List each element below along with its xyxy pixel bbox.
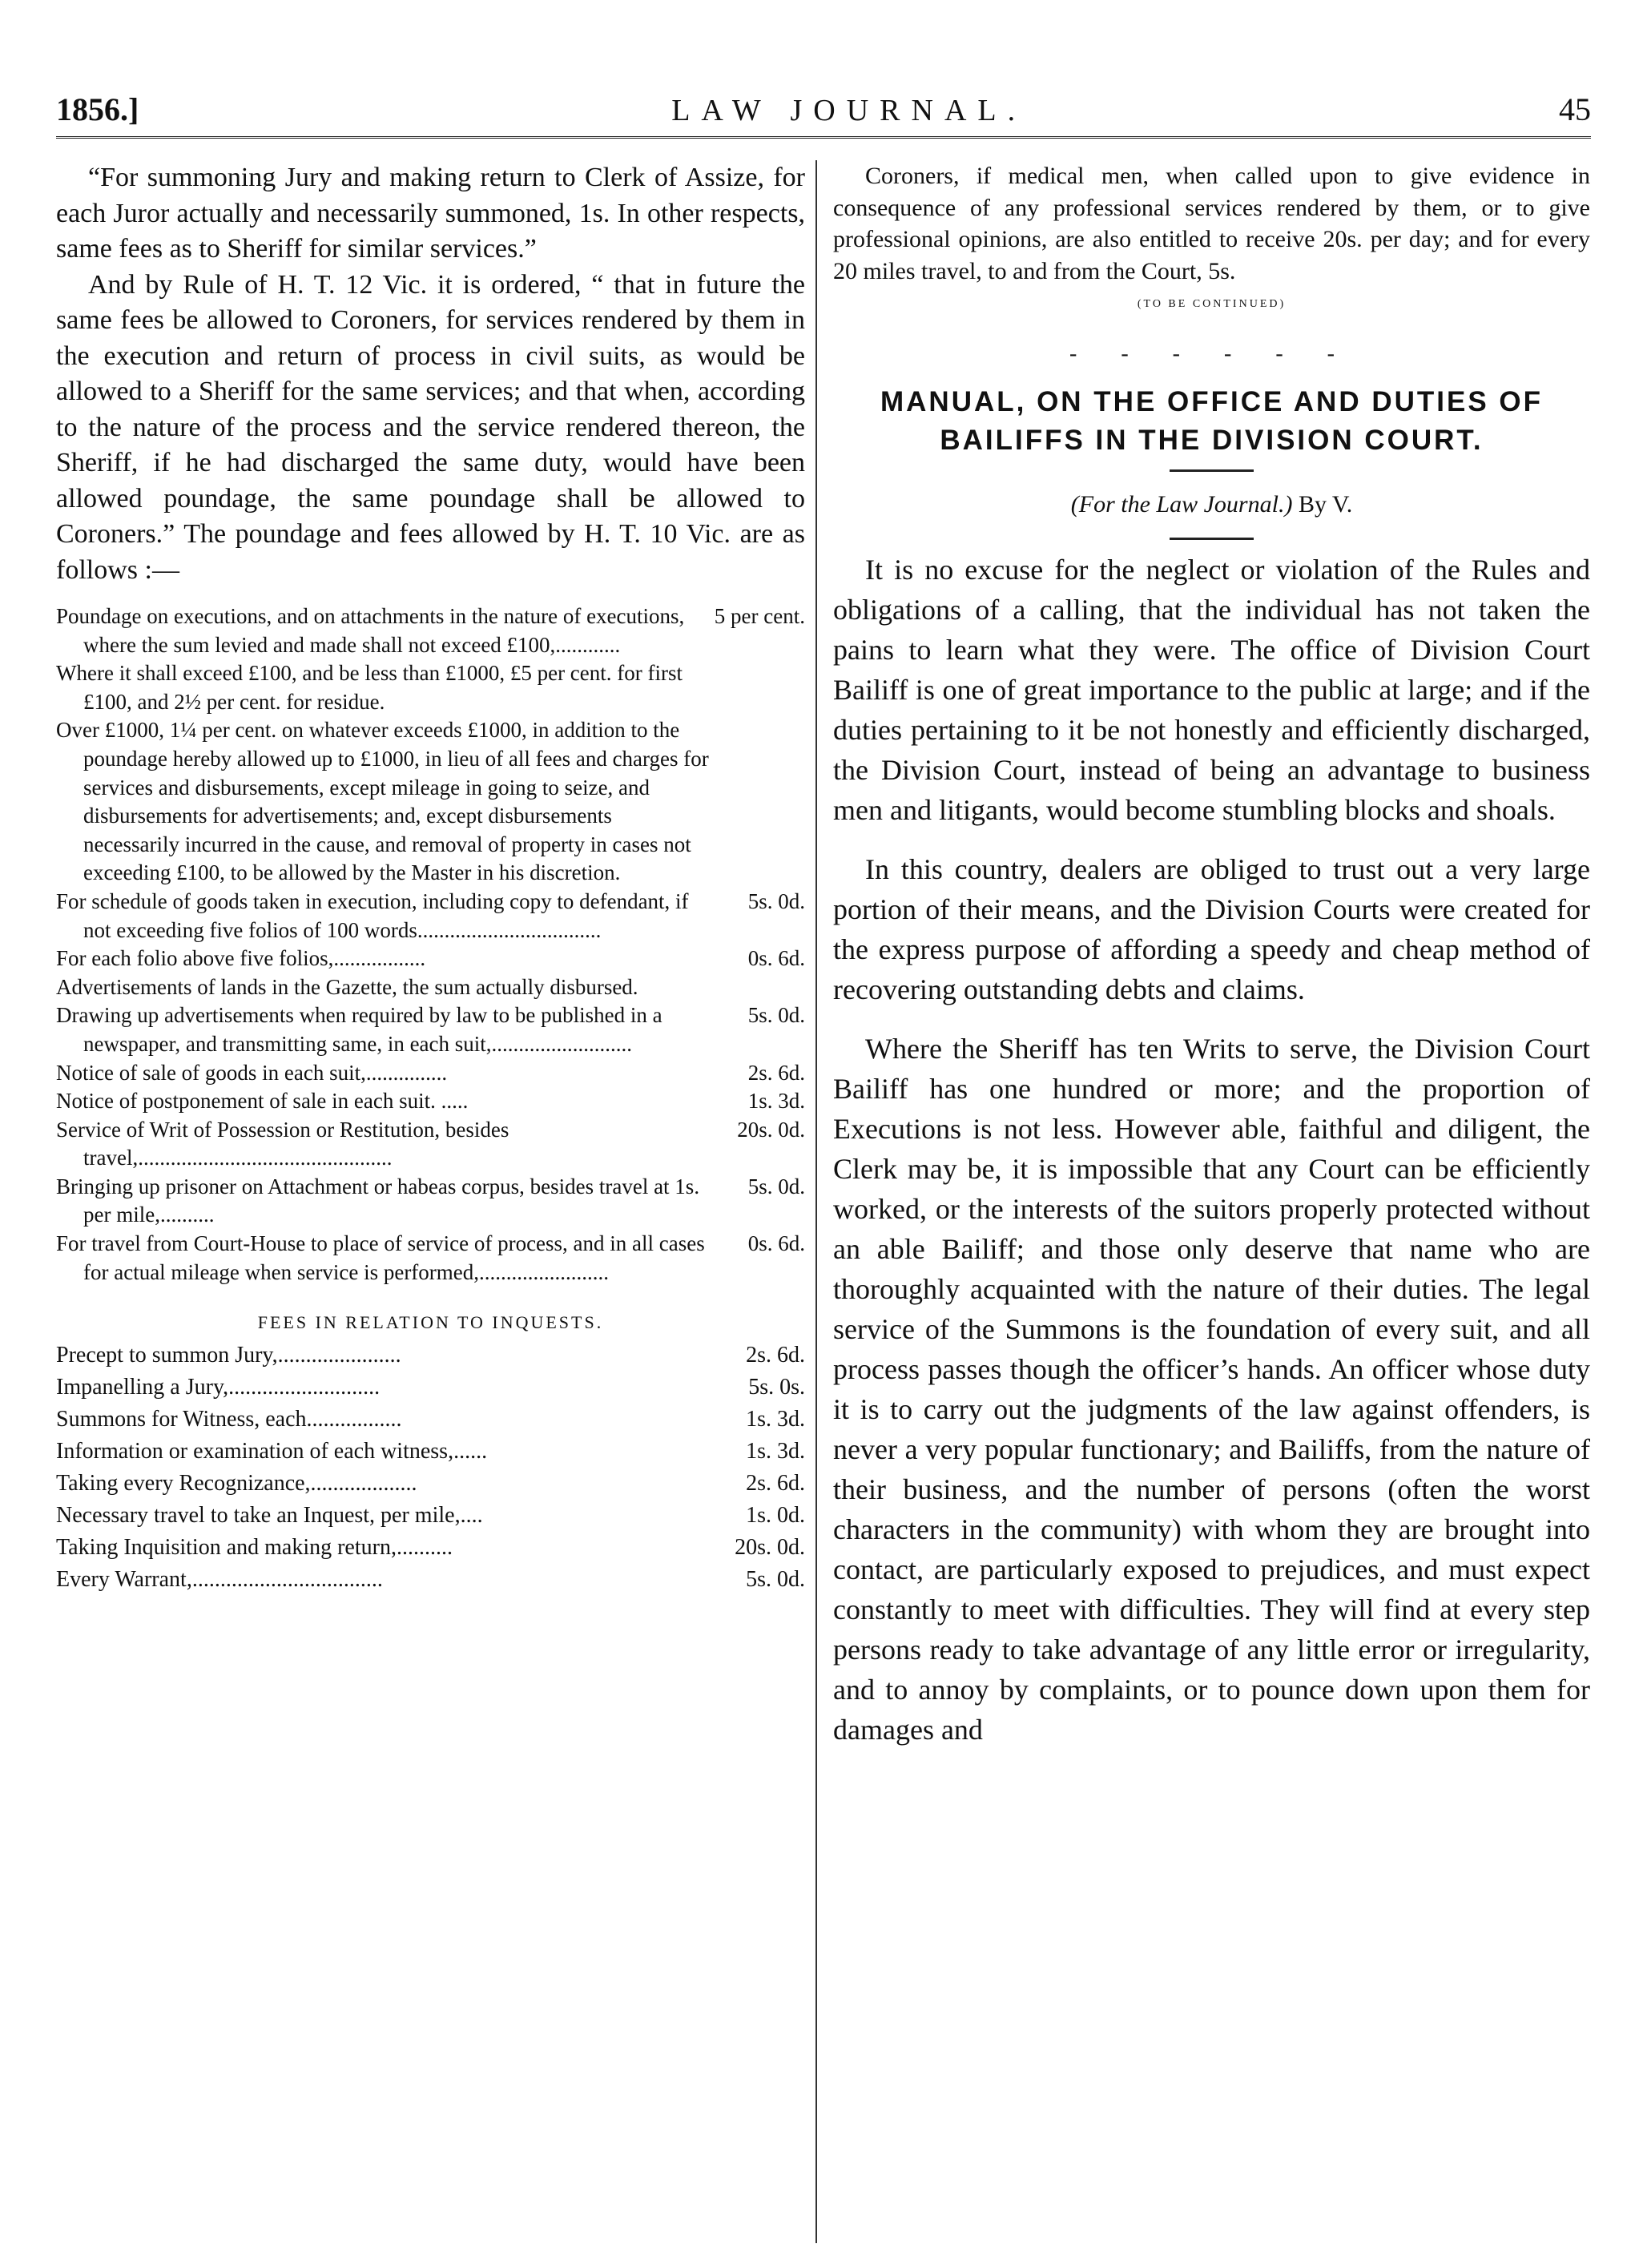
article-paragraph: It is no excuse for the neglect or violation of the Rules and obligations of a calling, that the individual has not taken the pains to learn what they were. The office of Division Court Bailiff is one of great importance to the public at large; and if the duties pertaining to it be not honestly and efficiently discharged, the Division Court, instead of being an advantage to business men and litigants, would become stumbling blocks and shoals.	[833, 554, 1590, 826]
fee-amount: 0s. 6d.	[747, 946, 805, 971]
inquest-fee-row	[56, 1339, 805, 1372]
article-paragraph: In this country, dealers are obliged to trust out a very large portion of their means, and the Division Courts were created for the express purpose of affording a speedy and cheap method of recovering outstanding debts and claims.	[833, 853, 1590, 1005]
fee-text: Advertisements of lands in the Gazette, the sum actually disbursed.	[56, 974, 638, 999]
fee-item	[56, 716, 805, 888]
fee-item	[56, 659, 805, 716]
fee-text: Bringing up prisoner on Attachment or habeas corpus, besides travel at 1s. per mile,..........	[56, 1174, 700, 1227]
fee-amount: 2s. 6d.	[747, 1060, 805, 1085]
inquest-fee-label: Information or examination of each witness,......	[56, 1439, 488, 1464]
section-dashes: - - - - - -	[1069, 341, 1354, 366]
inquest-fee-row	[56, 1564, 805, 1596]
byline-rule	[1170, 538, 1254, 540]
fee-item	[56, 888, 805, 945]
inquest-fee-row	[56, 1500, 805, 1532]
inquest-fee-row	[56, 1404, 805, 1436]
fee-amount	[709, 716, 805, 888]
fee-text: Drawing up advertisements when required by law to be published in a newspaper, and transmitting same, in each suit,..........................	[56, 1003, 662, 1056]
fee-amount: 20s. 0d.	[737, 1117, 805, 1142]
fee-text: Where it shall exceed £100, and be less than £1000, £5 per cent. for first £100, and 2½ per cent. for residue.	[56, 661, 683, 714]
fee-item	[56, 1173, 805, 1230]
fee-amount: 5 per cent.	[714, 604, 805, 628]
inquest-fee-label: Summons for Witness, each.................	[56, 1407, 402, 1432]
fee-text: For travel from Court-House to place of service of process, and in all cases for actual mileage when service is performed,........................	[56, 1231, 705, 1284]
inquest-fee-label: Precept to summon Jury,......................	[56, 1343, 401, 1368]
fee-item	[56, 1116, 805, 1173]
inquest-fee-label: Every Warrant,..................................	[56, 1567, 383, 1593]
byline-author: By V.	[1298, 491, 1353, 518]
inquest-fee-amount: 5s. 0s.	[748, 1375, 805, 1400]
fee-amount: 5s. 0d.	[747, 888, 805, 913]
inquest-fee-label: Necessary travel to take an Inquest, per mile,....	[56, 1503, 483, 1529]
fee-schedule	[56, 602, 805, 1287]
fee-amount: 5s. 0d.	[747, 1003, 805, 1028]
inquest-fee-amount: 1s. 3d.	[746, 1439, 805, 1464]
title-rule	[1170, 469, 1254, 472]
fee-item	[56, 1230, 805, 1287]
inquest-fee-row	[56, 1532, 805, 1564]
inquest-fee-amount: 5s. 0d.	[746, 1567, 805, 1593]
fee-amount: 5s. 0d.	[747, 1174, 805, 1198]
inquest-fee-label: Impanelling a Jury,...........................	[56, 1375, 381, 1400]
inquest-fee-amount: 1s. 0d.	[746, 1503, 805, 1529]
fee-text: For each folio above five folios,.................	[56, 946, 426, 971]
coroners-paragraph: Coroners, if medical men, when called upon to give evidence in consequence of any professional services rendered by them, or to give professional opinions, are also entitled to receive 20s. per day; and for every 20 miles travel, to and from the Court, 5s.	[833, 163, 1590, 284]
article-paragraph: Where the Sheriff has ten Writs to serve, the Division Court Bailiff has one hundred or more; and the proportion of Executions is not less. However able, faithful and diligent, the Clerk may be, it is impossible that any Court can be efficiently worked, or the interests of the suitors properly protected without an able Bailiff; and those only deserve that name who are thoroughly acquainted with the nature of their duties. The legal service of the Summons is the foundation of every suit, and all process passes though the officer’s hands. An officer whose duty it is to carry out the judgments of the law against offenders, is never a very popular functionary; and Bailiffs, from the nature of their business, and the number of persons (often the worst characters in the community) with whom they are brought into contact, are particularly exposed to prejudices, and must expect constantly to meet with difficulties. They will find at every step persons ready to take advantage of any little error or irregularity, and to annoy by complaints, or to pounce down upon them for damages and	[833, 1033, 1590, 1746]
page-number: 45	[1558, 91, 1591, 127]
byline-source: (For the Law Journal.)	[1070, 491, 1293, 518]
fee-text: Poundage on executions, and on attachments in the nature of executions, where the sum levied and made shall not exceed £100,............	[56, 604, 685, 657]
article-title: MANUAL, ON THE OFFICE AND DUTIES OF BAILIFFS IN THE DIVISION COURT.	[880, 386, 1543, 456]
fee-text: For schedule of goods taken in execution, including copy to defendant, if not exceeding five folios of 100 words..................................	[56, 888, 689, 942]
inquest-fee-label: Taking every Recognizance,...................	[56, 1471, 417, 1497]
inquest-fee-amount: 2s. 6d.	[746, 1343, 805, 1368]
journal-title: LAW JOURNAL.	[671, 94, 1027, 127]
byline	[833, 491, 1590, 518]
running-head	[56, 80, 1591, 139]
inquest-fee-amount: 2s. 6d.	[746, 1471, 805, 1497]
fee-amount	[709, 659, 805, 716]
right-column	[833, 160, 1590, 1769]
inquest-fee-row	[56, 1372, 805, 1404]
fee-amount	[709, 973, 805, 1002]
fee-item	[56, 1001, 805, 1058]
fee-text: Notice of postponement of sale in each suit. .....	[56, 1089, 469, 1114]
to-be-continued: (TO BE CONTINUED)	[1137, 298, 1287, 310]
inquest-fees-heading: FEES IN RELATION TO INQUESTS.	[257, 1312, 604, 1333]
fee-item	[56, 945, 805, 973]
inquest-fee-label: Taking Inquisition and making return,..........	[56, 1535, 453, 1561]
left-column	[56, 160, 805, 1596]
inquest-fee-amount: 20s. 0d.	[735, 1535, 805, 1561]
quote-paragraph: “For summoning Jury and making return to Clerk of Assize, for each Juror actually and necessarily summoned, 1s. In other respects, same fees as to Sheriff for similar services.”	[56, 163, 805, 264]
rule-paragraph: And by Rule of H. T. 12 Vic. it is ordered, “ that in future the same fees be allowed to Coroners, for services rendered by them in the execution and return of process in civil suits, as would be allowed to a Sheriff for the same services; and that when, according to the nature of the process and the service rendered thereon, the Sheriff, if he had discharged the same duty, would have been allowed poundage, the same poundage shall be allowed to Coroners.” The poundage and fees allowed by H. T. 10 Vic. are as follows :—	[56, 269, 805, 585]
fee-text: Notice of sale of goods in each suit,...............	[56, 1060, 448, 1085]
inquest-fee-list	[56, 1339, 805, 1596]
fee-item	[56, 602, 805, 659]
fee-item	[56, 1059, 805, 1088]
inquest-fee-row	[56, 1436, 805, 1468]
column-divider	[815, 160, 817, 2243]
fee-text: Over £1000, 1¼ per cent. on whatever exceeds £1000, in addition to the poundage hereby allowed up to £1000, in lieu of all fees and charges for services and disbursements, except mileage in going to seize, and disbursements for advertisements; and, except disbursements necessarily incurred in the cause, and removal of property in cases not exceeding £100, to be allowed by the Master in his discretion.	[56, 718, 709, 885]
fee-amount: 1s. 3d.	[747, 1089, 805, 1114]
inquest-fee-amount: 1s. 3d.	[746, 1407, 805, 1432]
fee-item	[56, 1087, 805, 1116]
header-year: 1856.]	[56, 91, 139, 127]
fee-text: Service of Writ of Possession or Restitution, besides travel,...............................................	[56, 1117, 509, 1170]
inquest-fee-row	[56, 1468, 805, 1500]
fee-amount: 0s. 6d.	[747, 1231, 805, 1256]
fee-item	[56, 973, 805, 1002]
